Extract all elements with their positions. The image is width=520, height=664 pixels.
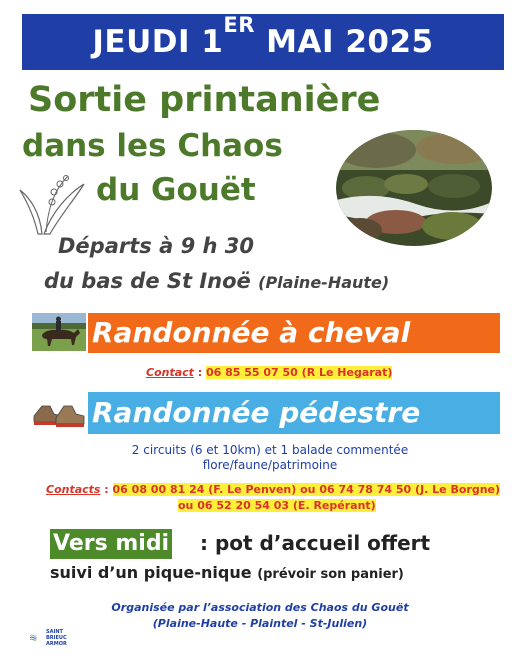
horse-ride-banner: Randonnée à cheval [88, 313, 500, 353]
title-line-3: du Gouët [96, 172, 256, 208]
hiking-circuits: 2 circuits (6 et 10km) et 1 balade commentée [131, 443, 409, 457]
logo-text-2: BRIEUC [46, 635, 67, 641]
hiking-contacts-line-1 [46, 483, 500, 496]
picnic-main: suivi d’un pique-nique [50, 563, 258, 582]
contact-or-2: ou [178, 499, 198, 512]
hiking-banner: Randonnée pédestre [88, 392, 500, 434]
contact-phone-a: 06 08 00 81 24 (F. Le Penven) [112, 483, 297, 496]
date-rest: MAI 2025 [254, 24, 434, 60]
departure-place-main: du bas de St Inoë [44, 269, 259, 293]
logo-text [46, 629, 67, 647]
date-day: JEUDI 1 [92, 24, 224, 60]
logo-text-1: SAINT [46, 629, 63, 635]
departure-time: Départs à 9 h 30 [58, 234, 254, 258]
saint-brieuc-armor-logo-icon [30, 628, 46, 648]
date-superscript: ER [223, 13, 255, 37]
contacts-label: Contacts [46, 483, 101, 496]
title-line-1: Sortie printanière [28, 80, 381, 120]
contact-phone: 06 85 55 07 50 (R Le Hegarat) [205, 366, 393, 379]
contact-label: Contact [146, 366, 194, 379]
picnic-note [50, 563, 404, 582]
contact-phone-c: 06 52 20 54 03 (E. Repérant) [197, 499, 376, 512]
departure-place-town: (Plaine-Haute) [258, 273, 390, 292]
title-line-2: dans les Chaos [22, 128, 283, 164]
organizer-line-1: Organisée par l’association des Chaos du Gouët [111, 601, 409, 614]
picnic-bring: (prévoir son panier) [257, 567, 404, 582]
hiking-themes: flore/faune/patrimoine [202, 458, 338, 472]
lily-of-the-valley-icon [16, 168, 88, 238]
hiking-boots-icon [32, 392, 86, 432]
contact-separator: : [193, 366, 206, 379]
contacts-separator: : [100, 483, 113, 496]
river-photo [336, 130, 492, 246]
departure-place [44, 269, 389, 293]
horse-ride-contact [146, 366, 392, 379]
date-banner [22, 14, 504, 70]
midday-label: Vers midi [50, 529, 172, 559]
contact-or-1: ou [296, 483, 320, 496]
logo-text-3: ARMOR [46, 641, 67, 647]
organizer-line-2: (Plaine-Haute - Plaintel - St-Julien) [152, 617, 368, 630]
hiking-contacts-line-2 [178, 499, 376, 512]
contact-phone-b: 06 74 78 74 50 (J. Le Borgne) [319, 483, 501, 496]
welcome-drink: : pot d’accueil offert [200, 531, 431, 555]
horse-rider-photo [32, 313, 86, 351]
